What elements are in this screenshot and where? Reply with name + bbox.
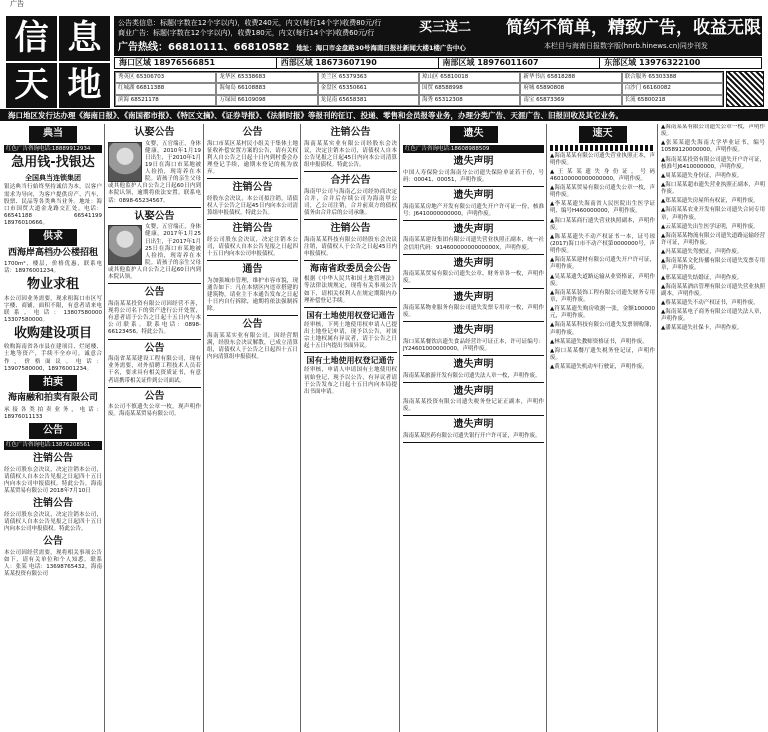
column-6 (548, 124, 658, 732)
ad-title: 西海岸高档办公楼招租 (7, 247, 98, 258)
column-1 (2, 124, 105, 732)
notice-text: 海南省某某建设工程有限公司，现有业务需要，对外招聘工程技术人员若干名，要求具有相关资质证书，有意者请携带相关证件到公司面试。 (108, 356, 201, 384)
sub-slogan: 本栏目与海南日报数字版(hnrb.hinews.cn)同步刊发 (544, 42, 708, 50)
pricing-line-2: 商业广告：标题(字数在12个字以内)，收费180元，内文(每行14个字)收费60元/行 (118, 29, 375, 37)
list-item: ▲吴某某遗失道路运输从业资格证，声明作废。 (550, 273, 655, 287)
divider (403, 382, 544, 383)
list-item: ▲海南某某贸易有限公司遗失公章一枚，声明作废。 (550, 185, 655, 199)
notice-text: 海南某某投资有限公司遗失税务登记证正副本，声明作废。 (403, 399, 544, 413)
notice-title: 认娶公告 (134, 210, 175, 222)
region: 南部区域 18976011607 (439, 58, 601, 68)
list-item: ▲李某某遗失海南省人民医院出生医学证明，编号H460000000，声明作废。 (550, 201, 655, 215)
notice-title: 国有土地使用权登记通告 (306, 356, 395, 366)
notice-title: 遗失声明 (453, 291, 494, 303)
section-bar: 红色广告咨询电话:13876208561 (4, 441, 102, 450)
list-item: ▲王某某遗失身份证，号码460100000000000000，声明作废。 (550, 168, 655, 182)
column-3 (205, 124, 301, 732)
region: 东部区域 13976322100 (604, 58, 701, 67)
list-item: ▲海口某某商行遗失营业执照副本，声明作废。 (550, 217, 655, 231)
logo (6, 16, 110, 108)
column-2 (106, 124, 204, 732)
notice-text: 根据《中华人民共和国土地管理法》等法律法规规定，现将有关事项公告如下，请相关权利人在规定期限内办理补偿登记手续。 (304, 276, 397, 304)
logo-char: 地 (59, 63, 110, 108)
divider (108, 283, 201, 284)
notice-text: 经公司股东会决议，决定注销本公司，请债权人自本公告见报之日起四十五日内向本公司申报债权。 (207, 236, 298, 257)
divider (403, 355, 544, 356)
pricing-line-1: 公告类信息：标题(字数在12个字以内)，收费240元，内文(每行14个字)收费80元/行 (118, 19, 382, 27)
notice-text: 海南某某旅游开发有限公司遗失法人章一枚，声明作废。 (403, 372, 541, 379)
list-item: ▲林某某遗失教师资格证书，声明作废。 (550, 338, 648, 345)
divider (207, 178, 298, 179)
region-bar (114, 57, 762, 69)
divider (304, 307, 397, 308)
notice-text: 本公司因经营需要，现将相关事项公告如下，请有关单位和个人知悉。联系人：张某 电话：13698765432。海南某某投资有限公司 (4, 549, 102, 578)
logo-char: 息 (59, 16, 110, 61)
outlet-cell: 海秀 65312308 (419, 95, 520, 106)
divider (304, 219, 397, 220)
divider (304, 171, 397, 172)
list-item: ▲黄某某遗失机动车行驶证，声明作废。 (550, 364, 648, 371)
list-item: ▲周某某遗失身份证，声明作废。 (661, 172, 743, 179)
notice-title: 注销公告 (33, 453, 73, 465)
divider (207, 260, 298, 261)
list-item: ▲陈某某遗失不动产权证书一本，证号琼(2017)海口市不动产权第0000000号，声明作废。 (550, 233, 655, 255)
outlet-cell: 龙昆南 65658381 (318, 95, 419, 106)
notice-text: 海南某某实业有限公司，因经营期满，经股东会决议解散，已成立清算组，请债权人于公告之日起四十五日内向清算组申报债权。 (207, 332, 298, 361)
list-item: ▲海南某某农业开发有限公司遗失合同专用章，声明作废。 (661, 207, 765, 221)
notice-title: 注销公告 (232, 223, 273, 235)
notice-title: 遗失声明 (453, 190, 494, 202)
notice-text: 为加强城市管理，维护市容市貌，现通告如下：凡在本辖区内违章搭建的建筑物，请业主于本通告发布之日起十日内自行拆除，逾期将依法强制拆除。 (207, 277, 298, 313)
notice-text: 经审核，申请人申请国有土地使用权初始登记，现予以公告，有异议者请于公告发布之日起十五日内向本局提出书面申请。 (304, 367, 397, 395)
notice-title: 遗失声明 (453, 257, 494, 269)
notice-text: 经股东会决议，本公司拟注销，请债权人于公告之日起45日内向本公司清算组申报债权。特此公告。 (207, 195, 298, 216)
notice-text: 本公司不慎遗失公章一枚，现声明作废。海南某某贸易有限公司。 (108, 404, 201, 418)
section-label: 速天 (550, 126, 655, 143)
header-info (114, 16, 762, 56)
column-7 (659, 124, 767, 732)
outlet-cell: 联合服务 65303388 (622, 72, 723, 83)
banner: 海口地区发行达办理《海南日报》、《南国都市报》、《特区文摘》、《证券导报》、《法制时报》等报刊的征订、投递、零售和会员报等业务，办理分类广告、天涯广告、旧报回收及其它业务。 (0, 109, 768, 121)
outlet-cell: 长流 65800218 (622, 95, 723, 106)
notice-title: 遗失声明 (453, 385, 494, 397)
list-item: ▲海口某某餐厅遗失税务登记证，声明作废。 (550, 347, 655, 362)
divider (108, 339, 201, 340)
ad-text: 银达典当行始终坚持诚信为本，以客户需求为导向，为客户提供房产、汽车、股票、民品等各类典当业务。地址：海口市国贸大道金龙路交汇处。电话：66541188 66541199 18976010666。 (4, 184, 102, 227)
list-item: ▲海南某某科技有限公司遗失发票领购簿，声明作废。 (550, 322, 655, 336)
notice-title: 注销公告 (330, 223, 371, 235)
notice-text: 海南某某贸易有限公司遗失公章、财务章各一枚，声明作废。 (403, 271, 544, 285)
notice-title: 海南省政委员会公告 (309, 264, 391, 275)
ad-title: 收购建设项目 (13, 326, 92, 342)
notice-title: 遗失声明 (453, 359, 494, 371)
slogan: 简约不简单，精致广告，收益无限 (506, 18, 761, 38)
section-label: 遗失 (403, 126, 544, 143)
ad-text: 本公司因业务需要，现求租海口市区写字楼、商铺，面积不限，有意者请来电联系。电话：13807580000 13307580000。 (4, 295, 102, 323)
list-item: ▲海南某某文化传播有限公司遗失发票专用章，声明作废。 (661, 258, 765, 272)
notice-text: 海南某某医药有限公司遗失银行开户许可证，声明作废。 (403, 432, 541, 439)
divider (403, 415, 544, 416)
outlet-cell: 海甸岛 66108883 (216, 83, 317, 94)
outlet-cell: 新华书店 65818288 (520, 72, 621, 83)
ad-title: 物业求租 (26, 277, 79, 293)
ad-text: 1700m²，楼层，价格优惠，联系电话：18976001234。 (4, 260, 102, 275)
outlet-cell: 琼山区 65810018 (419, 72, 520, 83)
section-bar: 红色广告咨询电话:18608988509 (403, 145, 544, 154)
outlet-cell: 府城 65890808 (520, 83, 621, 94)
outlet-cell: 红城湖 66811388 (115, 83, 216, 94)
baby-photo (108, 142, 142, 182)
outlet-cell: 美兰区 65379363 (318, 72, 419, 83)
notice-title: 公告 (43, 536, 63, 548)
list-item: ▲海南某某酒店管理有限公司遗失营业执照副本，声明作废。 (661, 283, 765, 297)
brief-notice-list (550, 153, 655, 372)
outlet-cell: 万绿园 66109098 (216, 95, 317, 106)
notice-title: 遗失声明 (453, 223, 494, 235)
list-item: ▲郑某某遗失房屋所有权证，声明作废。 (661, 198, 759, 205)
list-item: ▲冯某某遗失驾驶证，声明作废。 (661, 249, 743, 256)
list-item: ▲海口某某超市遗失营业执照正副本，声明作废。 (661, 181, 765, 196)
section-label: 典当 (4, 126, 102, 143)
region: 海口区域 18976566851 (115, 58, 277, 68)
notice-title: 遗失声明 (453, 156, 494, 168)
divider (108, 207, 201, 208)
qr-code-icon (726, 71, 764, 107)
divider (304, 260, 397, 261)
ad-title: 海南融和拍卖有限公司 (7, 393, 98, 404)
notice-title: 公告 (242, 319, 263, 331)
notice-title: 遗失声明 (453, 325, 494, 337)
ad-text: 承接各类拍卖业务，电话：18976011133 (4, 406, 102, 420)
notice-title: 认娶公告 (134, 127, 175, 138)
notice-text: 经公司股东会决议，决定注销本公司，请债权人自本公告见报之日起四十五日内向本公司申报债权。特此公告。 (4, 511, 102, 533)
notice-text: 海南甲公司与海南乙公司经协商决定合并，合并后存续公司为海南甲公司，乙公司注销，合并前双方的债权债务由合并后的公司承继。 (304, 188, 397, 216)
page-tag: 广告 (10, 0, 24, 8)
notice-text: 经公司股东会决议，决定注销本公司，请债权人自本公告见报之日起四十五日内向本公司申报债权。特此公告。海南某某贸易有限公司 2018年7月10日 (4, 466, 102, 495)
notice-title: 注销公告 (232, 182, 273, 194)
brief-notice-list (661, 124, 765, 333)
section-label: 供求 (4, 229, 102, 246)
ad-text: 收购海南省各市县在建项目、烂尾楼、土地等资产，手续不全亦可，诚意合作，价格面议。电话：13907580000，18976001234。 (4, 344, 102, 372)
outlet-cell: 龙华区 65338683 (216, 72, 317, 83)
column-4 (302, 124, 400, 732)
list-item: ▲符某某遗失购房收据一张，金额100000元，声明作废。 (550, 306, 655, 320)
column-5 (401, 124, 547, 732)
notice-title: 合并公告 (330, 175, 371, 187)
logo-char: 天 (6, 63, 57, 108)
divider (550, 145, 655, 151)
notice-text: 经审核，下列土地使用权申请人已提出土地登记申请，现予以公告，对该宗土地权属有异议者，请于公告之日起十五日内提出书面异议。 (304, 321, 397, 350)
divider (403, 288, 544, 289)
notice-title: 公告 (144, 342, 165, 354)
notice-title: 通告 (242, 264, 263, 276)
promo: 买三送二 (419, 20, 472, 35)
notice-text: 女婴，五官端正，身体健康，2010年1月19日出生，于2010年1月19日在海口市某地被人捡拾，现寄养在本院。请孩子的亲生父母或其他监护人自公告之日起60日内到本院认领，逾期将依法安置。联系电话：0898-65234567。 (108, 140, 201, 204)
section-label: 拍卖 (4, 375, 102, 392)
list-item: ▲张某某遗失海南大学毕业证书，编号10589120000000，声明作废。 (661, 140, 765, 154)
divider (403, 220, 544, 221)
list-item: ▲海南某某投资有限公司遗失开户许可证，核准号J6410000000，声明作废。 (661, 156, 765, 170)
divider (403, 321, 544, 322)
notice-text: 海南某某房地产开发有限公司遗失开户许可证一份，核准号：J6410000000000，声明作废。 (403, 203, 544, 217)
notice-title: 公告 (144, 390, 165, 402)
section-label: 公告 (4, 423, 102, 440)
ad-title: 急用钱-找银达 (11, 155, 95, 171)
outlet-cell: 滨海 68521178 (115, 95, 216, 106)
notice-title: 遗失声明 (453, 419, 494, 431)
address: 地址：海口市金盘路30号海南日报社新闻大楼1楼广告中心 (296, 44, 466, 52)
notice-text: 中国人寿保险公司海南分公司遗失保险单证若干份，号码：00041、00051，声明作废。 (403, 169, 544, 184)
notice-text: 海口市某区某村民小组关于集体土地征收补偿安置方案的公告，请有关权利人自公告之日起十日内到村委会办理登记手续，逾期未登记的视为放弃。 (207, 140, 298, 176)
notice-text: 海南某某物业服务有限公司遗失发票专用章一枚，声明作废。 (403, 305, 544, 319)
notice-text: 海南某某实业有限公司经股东会决议，决定注销本公司，请债权人自本公告见报之日起45日内向本公司清算组申报债权。特此公告。 (304, 140, 397, 168)
divider (304, 352, 397, 353)
notice-text: 海南某某科技有限公司经股东会决议注销，请债权人于公告之日起45日内申报债权。 (304, 236, 397, 257)
list-item: ▲海南某某装饰工程有限公司遗失财务专用章，声明作废。 (550, 289, 655, 304)
outlet-cell: 国贸 68588998 (419, 83, 520, 94)
notice-title: 公告 (144, 287, 165, 299)
list-item: ▲潘某某遗失社保卡，声明作废。 (661, 325, 743, 332)
outlet-table (114, 71, 724, 107)
notice-text: 海南某某建设集团有限公司遗失营业执照正副本，统一社会信用代码：91460000000000000X，声明作废。 (403, 237, 544, 251)
list-item: ▲蔡某某遗失不动产权证书，声明作废。 (661, 299, 759, 306)
section-bar: 红色广告咨询电话:18889912934 (4, 145, 102, 154)
list-item: ▲海南某某电子商务有限公司遗失法人章，声明作废。 (661, 309, 765, 323)
outlet-cell: 秀英区 65306703 (115, 72, 216, 83)
divider (403, 442, 544, 443)
list-item: ▲邢某某遗失结婚证，声明作废。 (661, 274, 743, 281)
notice-text: 海口某某餐饮店遗失食品经营许可证正本，许可证编号：JY24601000000000，声明作废。 (403, 338, 544, 352)
hotline-number: 广告热线：66810111、66810582 (118, 42, 290, 53)
logo-char: 信 (6, 16, 57, 61)
masthead (0, 8, 768, 107)
region: 西部区域 18673607190 (277, 58, 439, 68)
list-item: ▲海南某某有限公司遗失营业执照正本，声明作废。 (550, 152, 655, 166)
ad-subtitle: 全国典当连锁集团 (25, 173, 81, 182)
outlet-cell: 南宝 65873369 (520, 95, 621, 106)
notice-title: 公告 (242, 127, 263, 138)
notice-title: 注销公告 (33, 498, 73, 510)
divider (403, 254, 544, 255)
list-item: ▲海南某某建材有限公司遗失开户许可证，声明作废。 (550, 257, 655, 271)
divider (403, 186, 544, 187)
hotline (118, 42, 598, 55)
list-item: ▲海南某某物流有限公司遗失道路运输经营许可证，声明作废。 (661, 232, 765, 246)
notice-text: 海南某某投资有限公司因经营不善，现将公司名下的资产进行公开处置，有意者请于公告之日起十五日内与本公司联系。联系电话：0898-66123456。特此公告。 (108, 300, 201, 336)
divider (207, 315, 298, 316)
outlet-cell: 白沙门 66160082 (622, 83, 723, 94)
divider (207, 219, 298, 220)
outlet-cell: 金盘区 65350661 (318, 83, 419, 94)
lost-notice-list (403, 156, 544, 443)
list-item: ▲海南某某有限公司遗失公章一枚，声明作废。 (661, 124, 765, 138)
notice-title: 国有土地使用权登记通告 (306, 310, 395, 320)
divider (108, 387, 201, 388)
baby-photo (108, 225, 142, 265)
notice-title: 注销公告 (330, 127, 371, 138)
list-item: ▲云某某遗失出生医学证明，声明作废。 (661, 223, 759, 230)
notice-text: 女婴，五官端正，身体健康，2017年1月25日出生，于2017年1月25日在海口市某地被人捡拾，现寄养在本院。请孩子的亲生父母或其他监护人自公告之日起60日内到本院认领。 (108, 224, 201, 281)
